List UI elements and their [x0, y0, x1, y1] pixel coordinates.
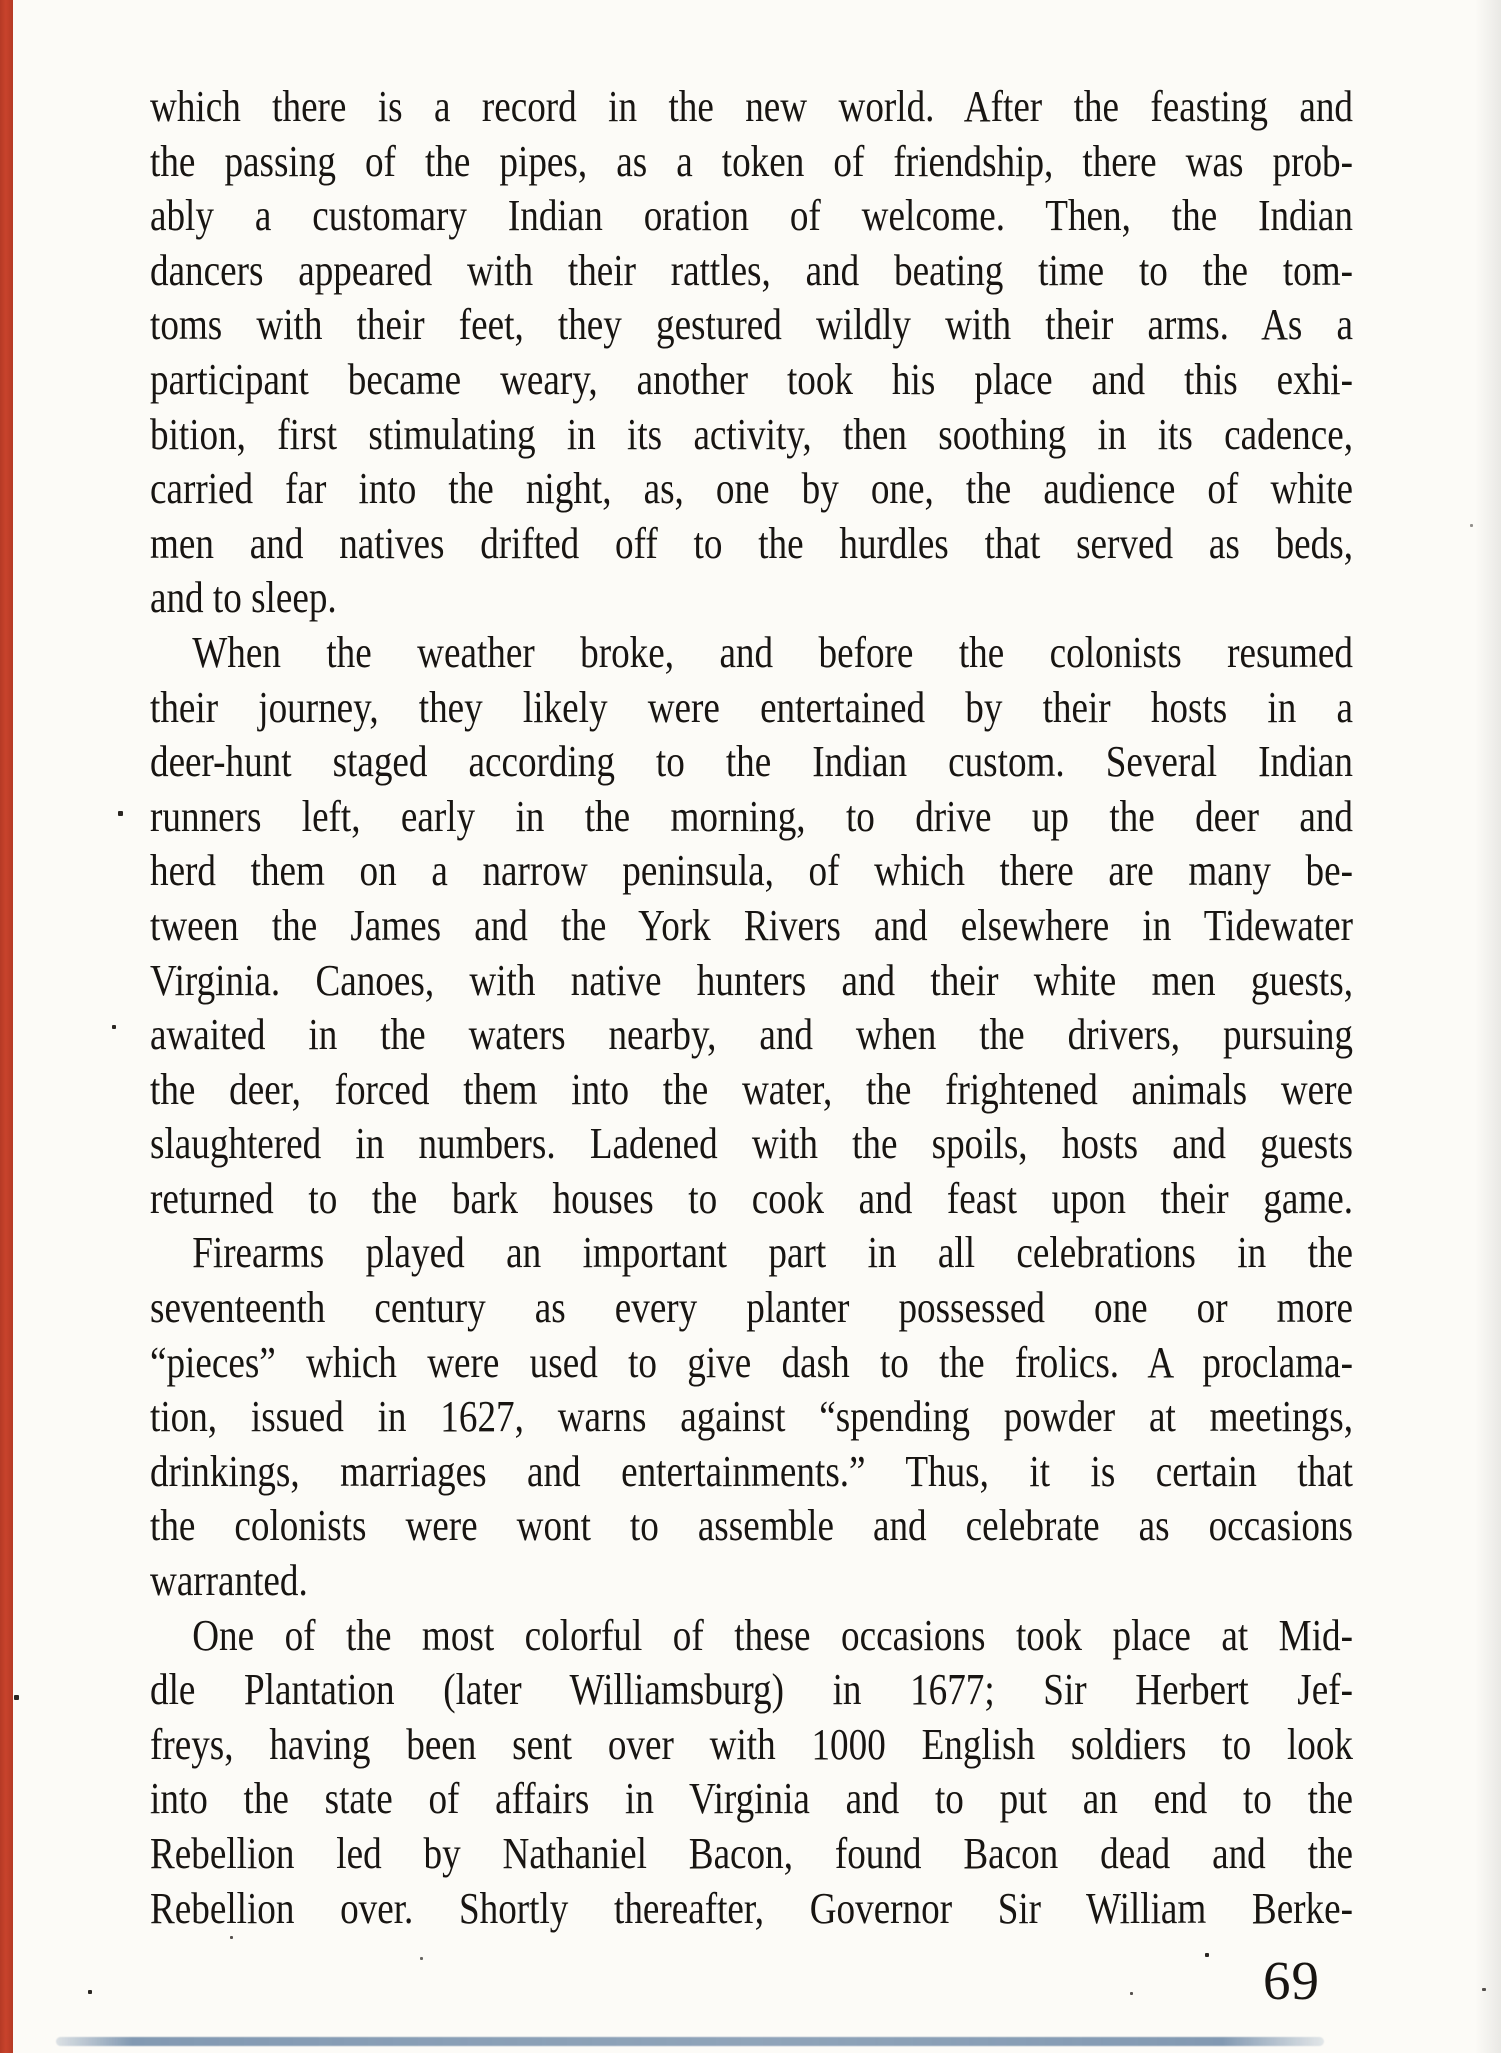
text-line: tween the James and the York Rivers and elsewhere in Tidewater [150, 900, 1353, 950]
text-line: their journey, they likely were entertained by their hosts in a [150, 682, 1353, 732]
text-line: Rebellion led by Nathaniel Bacon, found Bacon dead and the [150, 1829, 1353, 1878]
scan-speck [1205, 1953, 1209, 1957]
text-line: herd them on a narrow peninsula, of which there are many be- [150, 846, 1353, 896]
text-line paragraph-end: returned to the bark houses to cook and feast upon their game. [150, 1173, 1353, 1223]
scan-speck [112, 1025, 116, 1029]
text-line: drinkings, marriages and entertainments.” Thus, it is certain that [150, 1446, 1353, 1496]
text-line: Rebellion over. Shortly thereafter, Governor Sir William Berke- [150, 1883, 1353, 1933]
text-line: toms with their feet, they gestured wildly with their arms. As a [150, 300, 1353, 350]
text-line paragraph-start: When the weather broke, and before the colonists resumed [192, 627, 1353, 677]
text-line: the colonists were wont to assemble and celebrate as occasions [150, 1501, 1353, 1551]
text-line paragraph-start: One of the most colorful of these occasions took place at Mid- [192, 1610, 1353, 1660]
text-line: Virginia. Canoes, with native hunters and their white men guests, [150, 955, 1353, 1005]
bottom-edge-mark [56, 2037, 1324, 2046]
scan-speck [1470, 524, 1473, 527]
page-text-block [150, 80, 1353, 1936]
text-line: slaughtered in numbers. Ladened with the spoils, hosts and guests [150, 1119, 1353, 1169]
scan-speck [420, 1957, 423, 1960]
text-line: dle Plantation (later Williamsburg) in 1677; Sir Herbert Jef- [150, 1665, 1353, 1715]
text-line: freys, having been sent over with 1000 English soldiers to look [150, 1719, 1353, 1769]
text-line paragraph-end: and to sleep. [150, 573, 337, 623]
text-line: runners left, early in the morning, to drive up the deer and [150, 791, 1353, 841]
scan-speck [1482, 1988, 1486, 1991]
text-line: into the state of affairs in Virginia and to put an end to the [150, 1774, 1353, 1824]
text-line: dancers appeared with their rattles, and beating time to the tom- [150, 245, 1353, 295]
text-line: ably a customary Indian oration of welcome. Then, the Indian [150, 191, 1353, 241]
text-line: the passing of the pipes, as a token of friendship, there was prob- [150, 136, 1353, 186]
text-line: “pieces” which were used to give dash to the frolics. A proclama- [150, 1337, 1353, 1387]
scan-speck [14, 1695, 19, 1700]
book-spine-edge [0, 0, 13, 2053]
text-line: the deer, forced them into the water, the frightened animals were [150, 1064, 1353, 1114]
scan-speck [118, 811, 123, 816]
text-line: seventeenth century as every planter possessed one or more [150, 1283, 1353, 1333]
text-line: men and natives drifted off to the hurdles that served as beds, [150, 518, 1353, 568]
scan-speck [88, 1990, 92, 1994]
scan-speck [230, 1936, 233, 1939]
text-line: deer-hunt staged according to the Indian custom. Several Indian [150, 737, 1353, 787]
text-line: which there is a record in the new world. After the feasting and [150, 82, 1353, 131]
scan-speck [1130, 1992, 1133, 1995]
paper-edge-shading [1475, 0, 1501, 2053]
text-line: bition, first stimulating in its activity, then soothing in its cadence, [150, 409, 1353, 459]
text-line: participant became weary, another took his place and this exhi- [150, 354, 1353, 404]
page-number: 69 [1263, 1950, 1320, 2011]
text-line: awaited in the waters nearby, and when the drivers, pursuing [150, 1010, 1353, 1060]
text-line: tion, issued in 1627, warns against “spending powder at meetings, [150, 1392, 1353, 1442]
text-line paragraph-end: warranted. [150, 1556, 308, 1606]
text-line: carried far into the night, as, one by one, the audience of white [150, 464, 1353, 514]
text-line paragraph-start: Firearms played an important part in all celebrations in the [192, 1228, 1353, 1278]
